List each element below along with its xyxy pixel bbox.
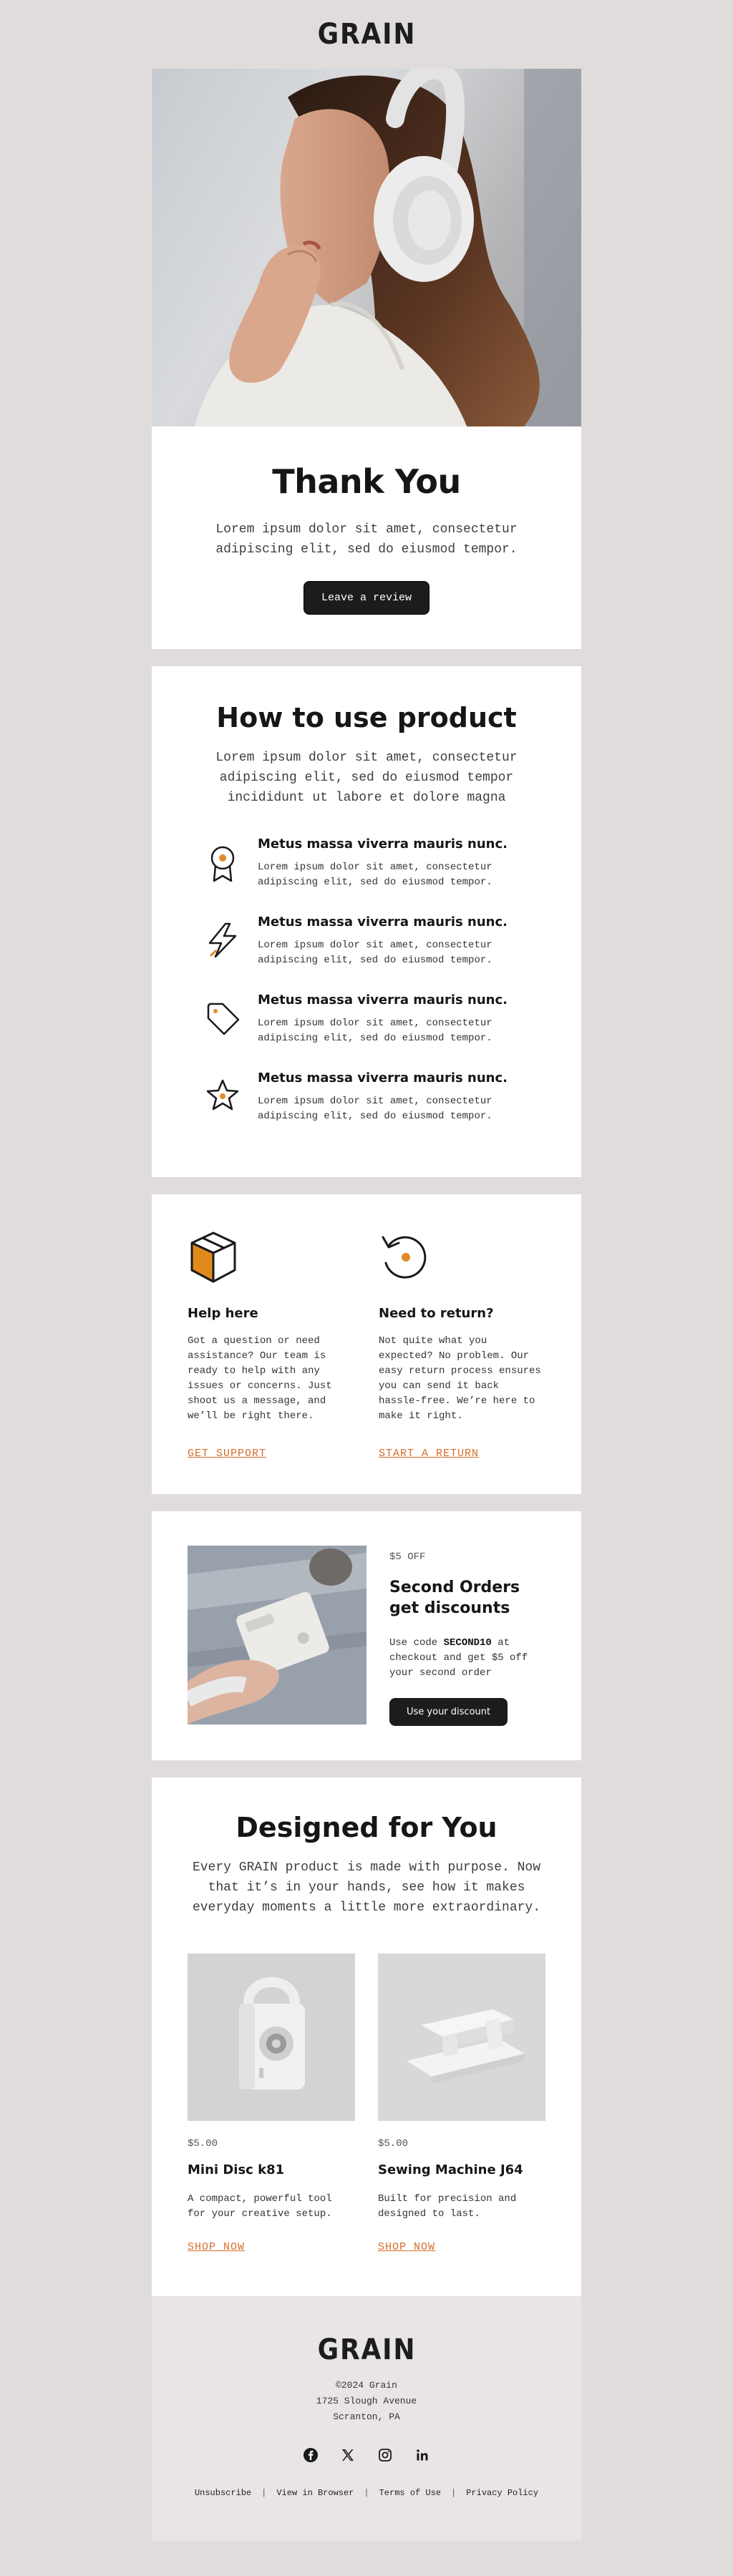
product-card [188, 1953, 355, 2253]
product-image[interactable] [188, 1953, 355, 2121]
product-name: Sewing Machine J64 [378, 2162, 523, 2177]
how-to-use-text: Lorem ipsum dolor sit amet, consectetur adipiscing elit, sed do eiusmod tempor incididunt ut labore et dolore magna [215, 751, 518, 805]
product-description: A compact, powerful tool for your creative setup. [188, 2193, 332, 2220]
facebook-icon[interactable] [302, 2446, 319, 2464]
promo-image [188, 1546, 366, 1724]
linkedin-icon[interactable] [414, 2446, 431, 2464]
shop-now-link[interactable]: SHOP NOW [188, 2241, 246, 2253]
product-card [378, 1953, 545, 2253]
product-image[interactable] [378, 1953, 545, 2121]
step-item [188, 992, 545, 1046]
product-description: Built for precision and designed to last. [378, 2193, 517, 2220]
hand-holding-device-illustration [188, 1546, 366, 1724]
discount-card [152, 1511, 581, 1760]
designed-for-you-card [152, 1777, 581, 2296]
hero-image [152, 69, 581, 426]
lightning-icon [205, 922, 240, 968]
social-links [180, 2446, 553, 2464]
shop-now-link[interactable]: SHOP NOW [378, 2241, 436, 2253]
designed-title: Designed for You [236, 1812, 497, 1843]
step-text: Lorem ipsum dolor sit amet, consectetur adipiscing elit, sed do eiusmod tempor. [258, 1018, 492, 1044]
how-to-use-card [152, 666, 581, 1177]
designed-text: Every GRAIN product is made with purpose. Now that it’s in your hands, see how it makes everyday moments a little more extraordinary. [192, 1860, 541, 1915]
footer-logo[interactable]: GRAIN [317, 2333, 416, 2366]
header [152, 0, 581, 69]
sewing-machine-illustration [378, 1953, 545, 2121]
terms-of-use-link[interactable]: Terms of Use [379, 2488, 442, 2498]
privacy-policy-link[interactable]: Privacy Policy [466, 2488, 539, 2498]
product-price: $5.00 [188, 2138, 218, 2150]
step-text: Lorem ipsum dolor sit amet, consectetur adipiscing elit, sed do eiusmod tempor. [258, 940, 492, 966]
brand-logo[interactable]: GRAIN [317, 18, 416, 51]
address-line-2: Scranton, PA [333, 2411, 400, 2422]
discount-badge: $5 OFF [389, 1551, 426, 1563]
woman-with-headphones-illustration [152, 69, 581, 426]
view-in-browser-link[interactable]: View in Browser [276, 2488, 354, 2498]
how-to-use-title: How to use product [216, 702, 517, 733]
mini-disc-illustration [188, 1953, 355, 2121]
discount-title: Second Orders get discounts [389, 1579, 520, 1617]
thank-you-text: Lorem ipsum dolor sit amet, consectetur adipiscing elit, sed do eiusmod tempor. [215, 522, 518, 557]
return-title: Need to return? [379, 1306, 494, 1321]
support-card [152, 1194, 581, 1494]
return-column [379, 1230, 545, 1460]
instagram-icon[interactable] [377, 2446, 394, 2464]
return-icon [379, 1274, 430, 1287]
award-icon [208, 844, 237, 890]
step-title: Metus massa viverra mauris nunc. [258, 1070, 508, 1085]
discount-code: SECOND10 [443, 1637, 492, 1649]
discount-content [389, 1546, 545, 1726]
footer-links: Unsubscribe | View in Browser | Terms of Use | Privacy Policy [194, 2488, 539, 2498]
product-name: Mini Disc k81 [188, 2162, 285, 2177]
use-discount-button[interactable]: Use your discount [389, 1698, 508, 1726]
step-title: Metus massa viverra mauris nunc. [258, 836, 508, 852]
star-icon [205, 1078, 241, 1124]
start-return-link[interactable]: START A RETURN [379, 1448, 480, 1460]
thank-you-card [152, 69, 581, 649]
footer-address [180, 2378, 553, 2425]
step-item [188, 1070, 545, 1124]
step-text: Lorem ipsum dolor sit amet, consectetur adipiscing elit, sed do eiusmod tempor. [258, 862, 492, 888]
step-text: Lorem ipsum dolor sit amet, consectetur adipiscing elit, sed do eiusmod tempor. [258, 1096, 492, 1122]
discount-text: Use code SECOND10 at checkout and get $5 off your second order [389, 1637, 528, 1679]
footer [152, 2296, 581, 2541]
step-title: Metus massa viverra mauris nunc. [258, 914, 508, 930]
step-item [188, 914, 545, 968]
x-twitter-icon[interactable] [339, 2446, 356, 2464]
unsubscribe-link[interactable]: Unsubscribe [194, 2488, 252, 2498]
step-title: Metus massa viverra mauris nunc. [258, 992, 508, 1008]
step-item [188, 836, 545, 890]
tag-icon [204, 1000, 241, 1046]
box-icon [188, 1274, 239, 1287]
get-support-link[interactable]: GET SUPPORT [188, 1448, 267, 1460]
return-text: Not quite what you expected? No problem. Our easy return process ensures you can send it back hassle-free. We’re here to make it right. [379, 1335, 541, 1422]
help-title: Help here [188, 1306, 258, 1321]
copyright: ©2024 Grain [336, 2380, 397, 2391]
email-container [152, 0, 581, 2541]
address-line-1: 1725 Slough Avenue [316, 2396, 417, 2406]
thank-you-title: Thank You [272, 462, 461, 501]
leave-review-button[interactable]: Leave a review [304, 581, 429, 615]
product-price: $5.00 [378, 2138, 409, 2150]
help-text: Got a question or need assistance? Our team is ready to help with any issues or concerns. Just shoot us a message, and we’ll be right there. [188, 1335, 332, 1422]
help-column [188, 1230, 354, 1460]
